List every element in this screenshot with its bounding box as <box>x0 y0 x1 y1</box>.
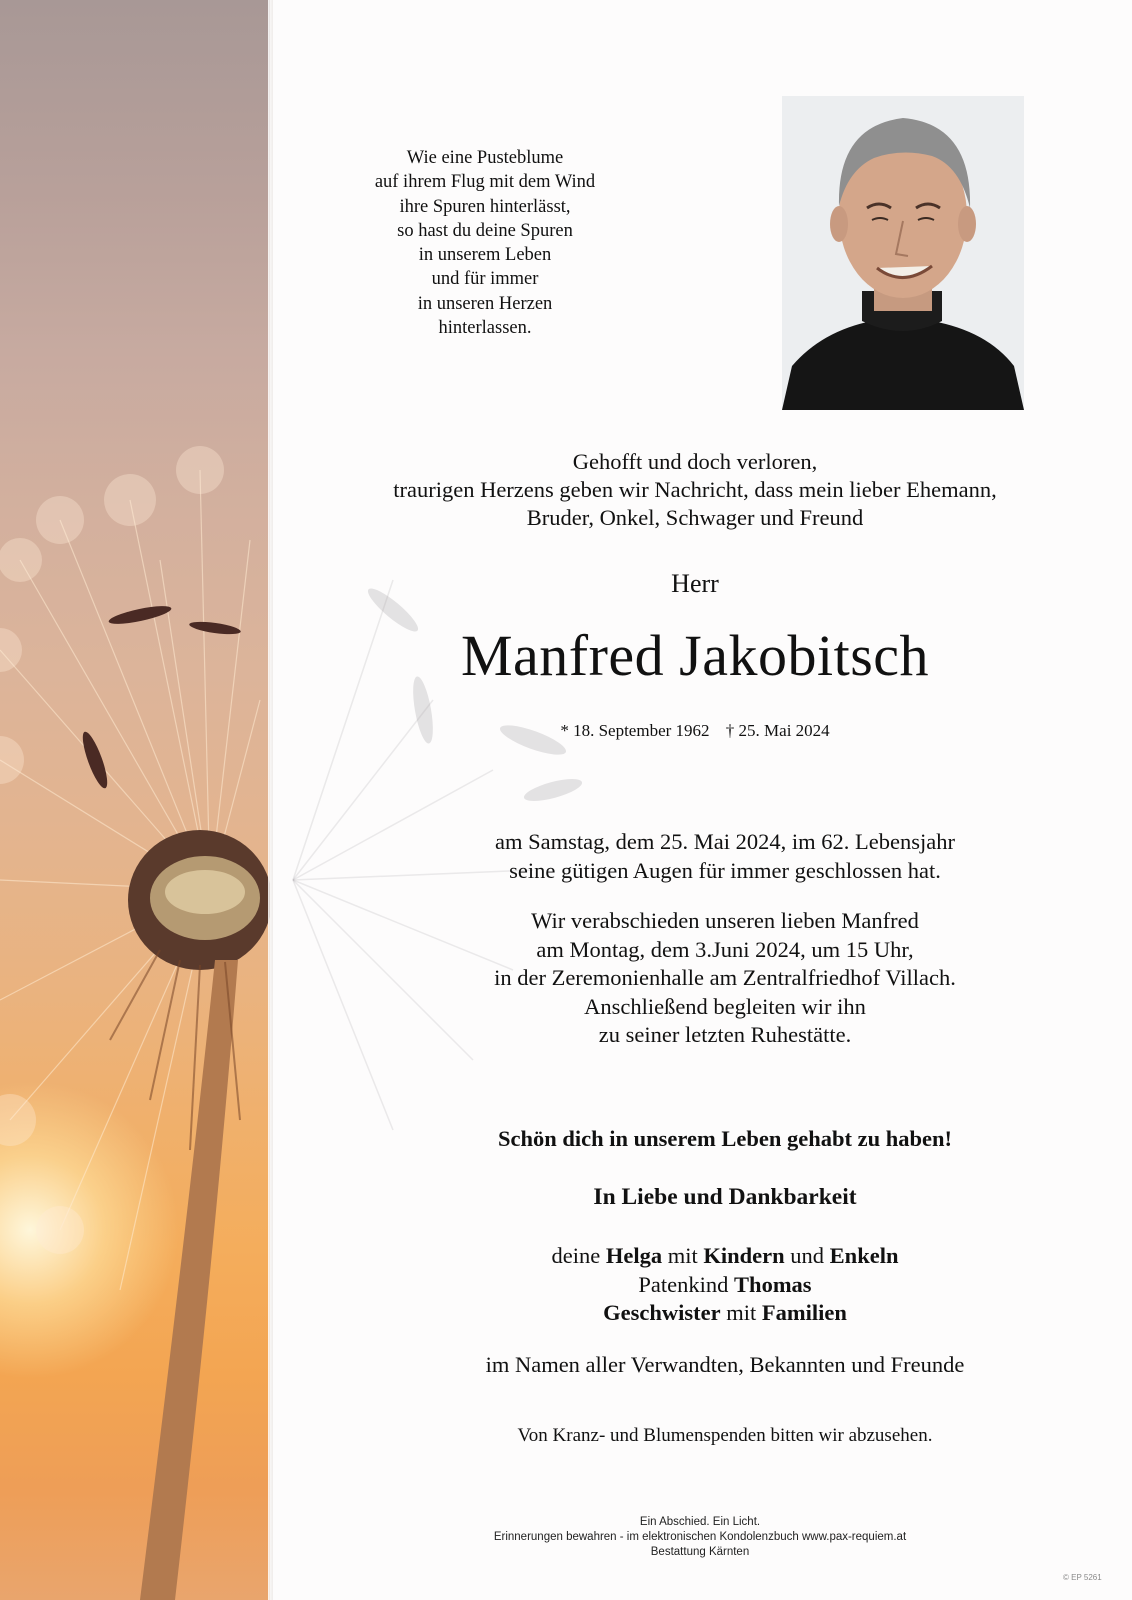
family-line <box>330 1271 1120 1300</box>
poem-line: in unserem Leben <box>418 245 552 266</box>
family-text: deine <box>551 1243 606 1268</box>
paragraph-line: seine gütigen Augen für immer geschlossen hat. <box>509 857 941 883</box>
poem-line: hinterlassen. <box>438 318 532 339</box>
family-text: und <box>784 1243 830 1268</box>
poem-line: auf ihrem Flug mit dem Wind <box>374 172 596 193</box>
relatives-line: im Namen aller Verwandten, Bekannten und Freunde <box>485 1352 965 1377</box>
death-paragraph <box>330 828 1120 885</box>
poem-line: ihre Spuren hinterlässt, <box>399 196 571 217</box>
closing-phrase: In Liebe und Dankbarkeit <box>593 1184 857 1210</box>
funeral-paragraph <box>330 907 1120 1050</box>
family-text: Patenkind <box>638 1271 735 1297</box>
poem-line: so hast du deine Spuren <box>397 220 573 241</box>
poem <box>340 146 630 340</box>
honorific: Herr <box>671 569 719 598</box>
paragraph-line: in der Zeremonienhalle am Zentralfriedhof Villach. <box>494 965 956 990</box>
donation-note: Von Kranz- und Blumenspenden bitten wir abzusehen. <box>517 1425 933 1446</box>
motto: Schön dich in unserem Leben gehabt zu haben! <box>497 1126 953 1151</box>
family-name: Familien <box>761 1300 847 1325</box>
paragraph-line: Anschließend begleiten wir ihn <box>584 993 866 1019</box>
family-name: Kindern <box>703 1243 785 1268</box>
family-text: mit <box>720 1300 762 1325</box>
footer <box>430 1515 970 1560</box>
family-line <box>330 1299 1120 1328</box>
paragraph-line: zu seiner letzten Ruhestätte. <box>598 1022 852 1047</box>
announcement-intro <box>300 448 1090 532</box>
family-name: Helga <box>605 1243 663 1268</box>
family-name: Geschwister <box>603 1300 721 1325</box>
paragraph-line: am Montag, dem 3.Juni 2024, um 15 Uhr, <box>536 936 914 962</box>
family-name: Enkeln <box>829 1243 899 1268</box>
intro-line: traurigen Herzens geben wir Nachricht, dass mein lieber Ehemann, <box>393 477 997 502</box>
intro-line: Bruder, Onkel, Schwager und Freund <box>526 505 864 530</box>
print-code: © EP 5261 <box>1063 1573 1102 1582</box>
death-date: † 25. Mai 2024 <box>725 721 830 740</box>
dandelion-icon <box>0 0 270 1600</box>
birth-date: * 18. September 1962 <box>560 721 710 740</box>
family-name: Thomas <box>734 1271 812 1297</box>
dandelion-sunset-image <box>0 0 270 1600</box>
footer-line: Bestattung Kärnten <box>650 1546 750 1558</box>
family-signature <box>330 1242 1120 1328</box>
portrait-icon <box>782 96 1024 410</box>
intro-line: Gehofft und doch verloren, <box>572 449 818 474</box>
paragraph-line: am Samstag, dem 25. Mai 2024, im 62. Lebensjahr <box>495 829 955 854</box>
life-dates <box>300 721 1090 741</box>
deceased-name: Manfred Jakobitsch <box>460 623 930 688</box>
paragraph-line: Wir verabschieden unseren lieben Manfred <box>531 908 919 933</box>
family-line <box>330 1242 1120 1271</box>
portrait-photo <box>782 96 1024 410</box>
poem-line: in unseren Herzen <box>417 293 553 314</box>
family-text: mit <box>662 1243 704 1268</box>
footer-line: Erinnerungen bewahren - im elektronischen Kondolenzbuch www.pax-requiem.at <box>493 1531 907 1543</box>
footer-line: Ein Abschied. Ein Licht. <box>639 1516 761 1528</box>
poem-line: und für immer <box>431 269 539 290</box>
poem-line: Wie eine Pusteblume <box>406 148 564 168</box>
